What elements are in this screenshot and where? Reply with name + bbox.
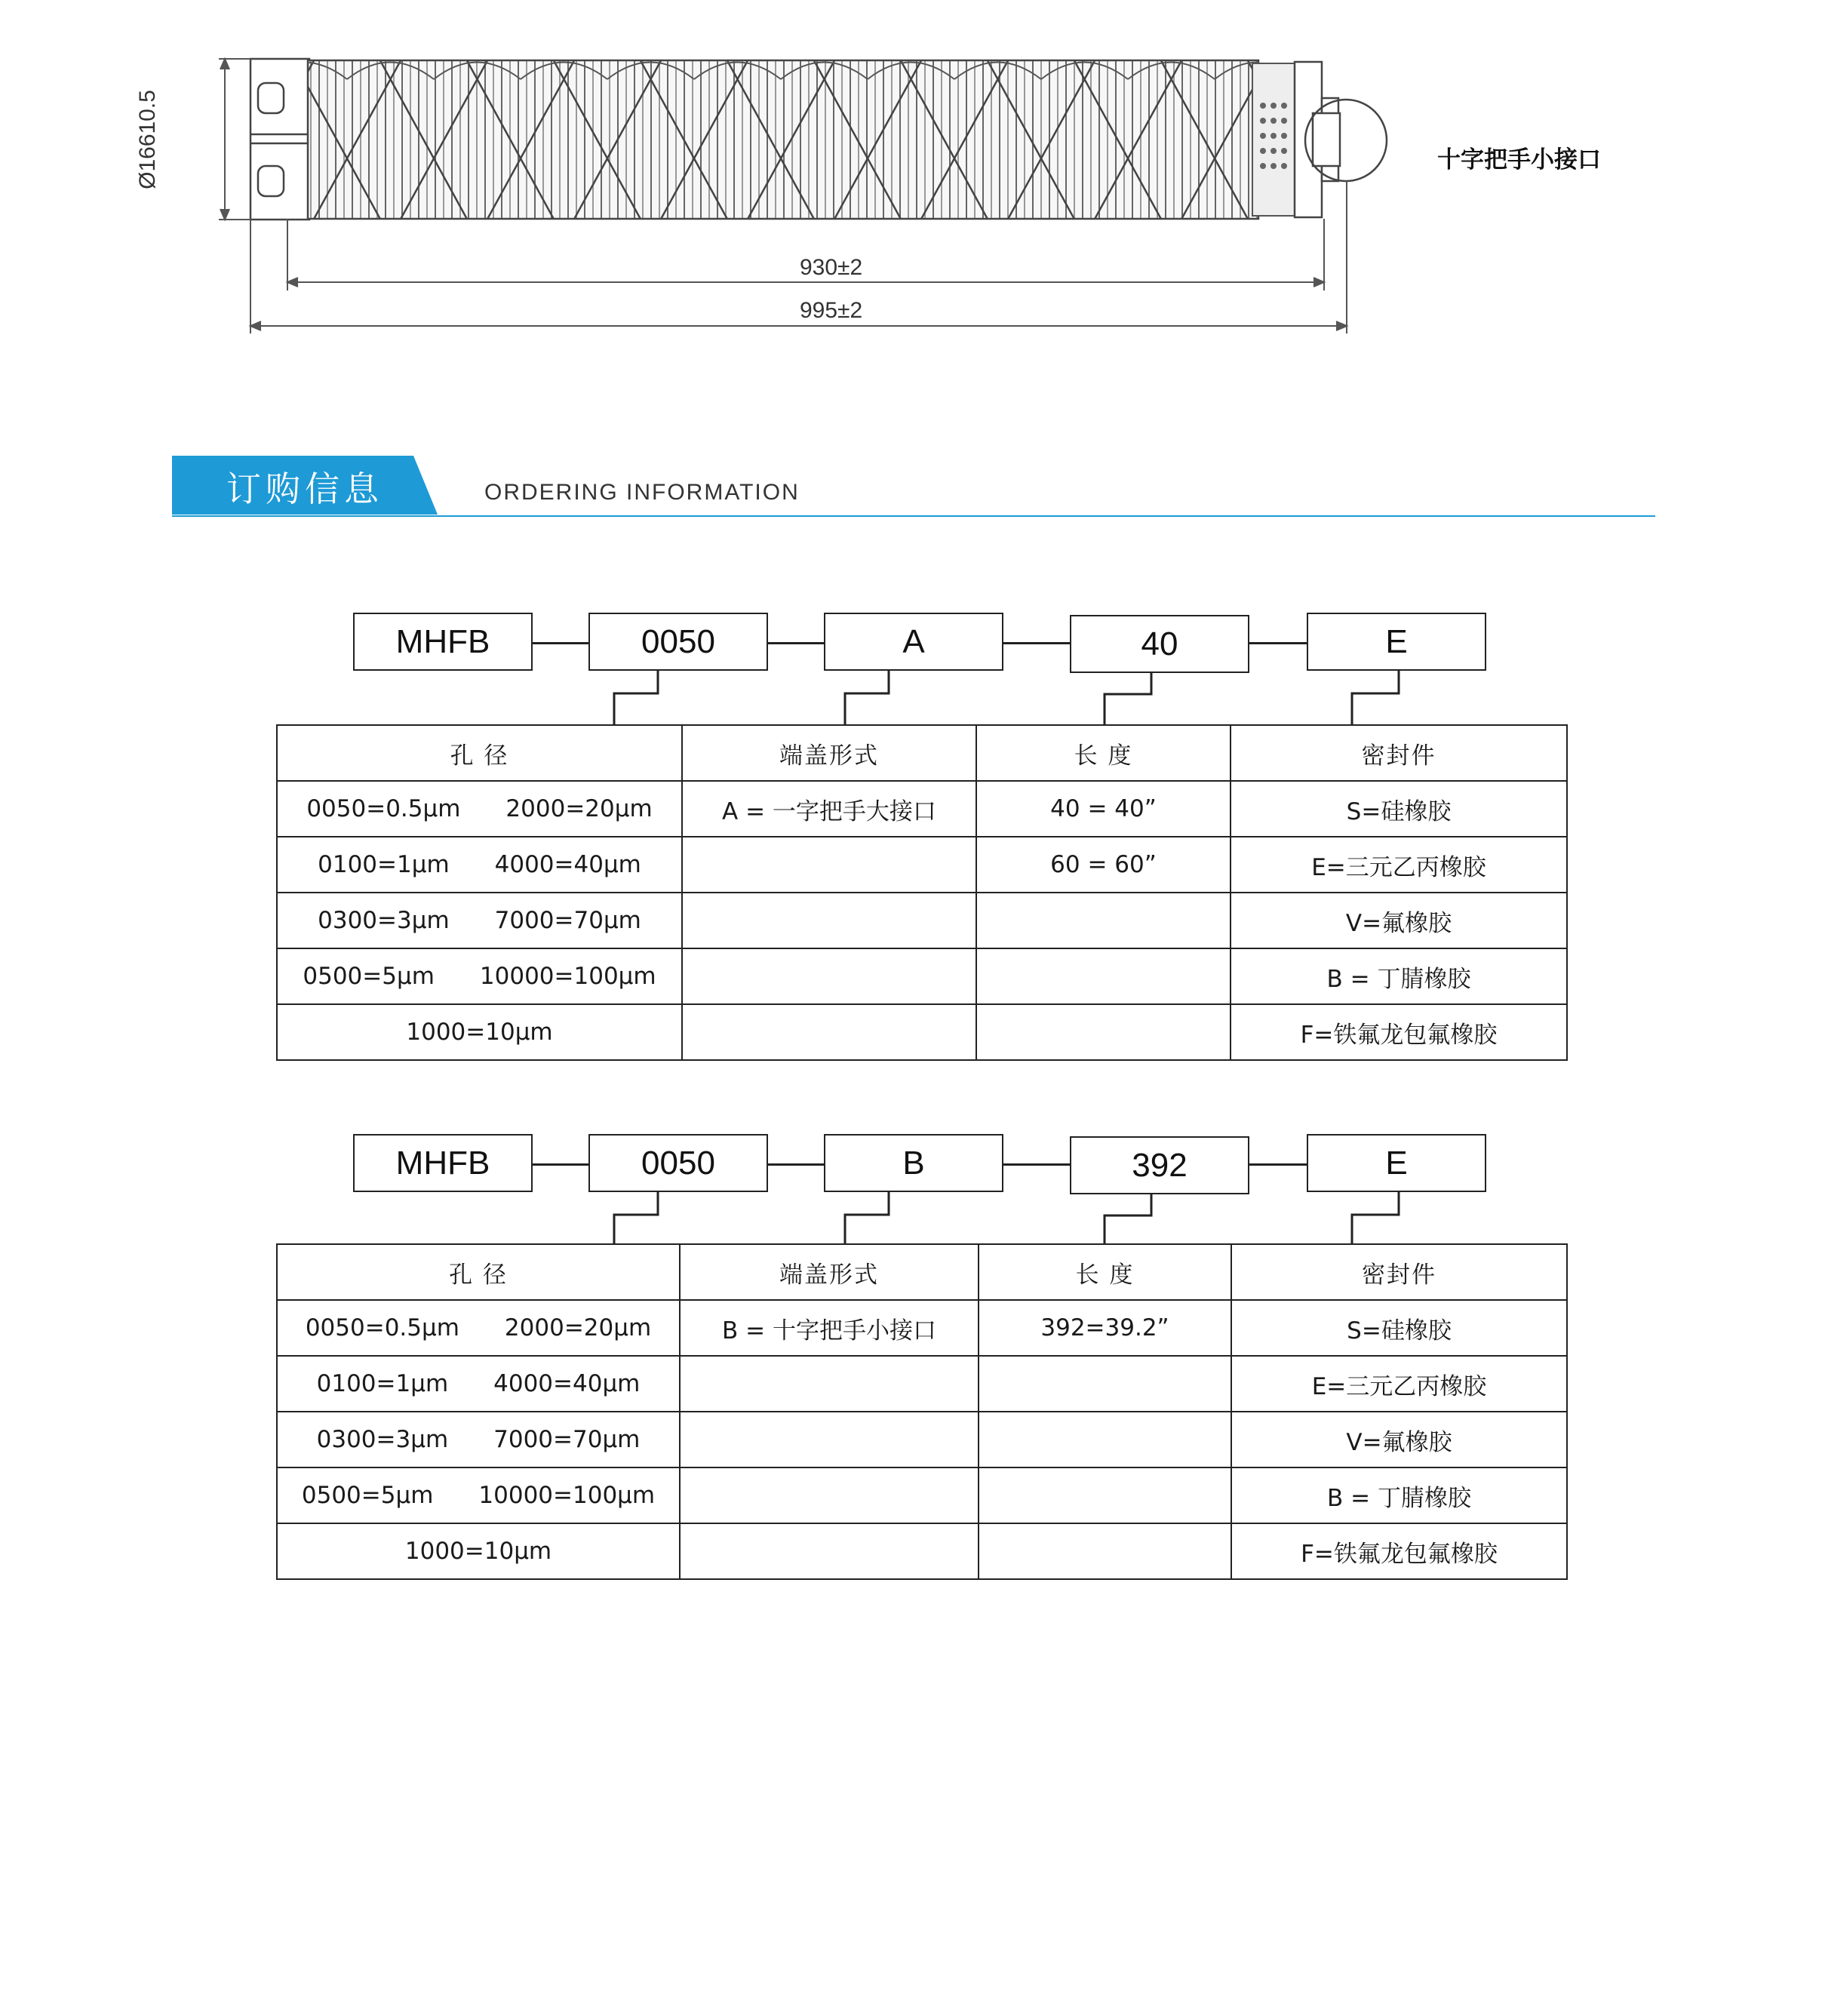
- seal-cell: F=铁氟龙包氟橡胶: [1231, 1523, 1567, 1579]
- inner-length-label: 930±2: [800, 255, 863, 280]
- pore-cell: 0300=3μm 7000=70μm: [277, 1412, 680, 1467]
- pore-cell: 0050=0.5μm 2000=20μm: [277, 1300, 680, 1356]
- length-cell: [979, 1412, 1231, 1467]
- option-table-2: [276, 1243, 1568, 1580]
- cap-cell: [680, 1523, 979, 1579]
- header-cap: 端盖形式: [680, 1244, 979, 1300]
- cap-cell: [682, 1004, 976, 1060]
- header-pore: 孔 径: [277, 1244, 680, 1300]
- right-end-cap: [1295, 62, 1387, 217]
- section-title-cn: 订购信息: [226, 469, 383, 509]
- code-box-pore: 0050: [588, 613, 768, 671]
- pore-cell: 0100=1μm 4000=40μm: [277, 837, 682, 893]
- code-connector: [1003, 1163, 1070, 1166]
- seal-cell: B = 丁腈橡胶: [1231, 948, 1567, 1004]
- seal-cell: F=铁氟龙包氟橡胶: [1231, 1004, 1567, 1060]
- length-cell: [979, 1356, 1231, 1412]
- table-row: [277, 893, 1567, 948]
- bracket-connector: [1098, 1194, 1159, 1245]
- bracket-connector: [1346, 1192, 1406, 1245]
- pore-cell: 0500=5μm 10000=100μm: [277, 1467, 680, 1523]
- code-box-series: MHFB: [353, 613, 533, 671]
- bracket-connector: [1346, 671, 1406, 725]
- code-connector: [768, 1163, 824, 1166]
- code-box-cap: A: [824, 613, 1003, 671]
- code-box-seal: E: [1307, 1134, 1486, 1192]
- table-row: [277, 1004, 1567, 1060]
- length-cell: [976, 1004, 1231, 1060]
- table-row: [277, 1356, 1567, 1412]
- header-cap: 端盖形式: [682, 725, 976, 781]
- section-title-en: ORDERING INFORMATION: [484, 480, 800, 505]
- header-length: 长 度: [976, 725, 1231, 781]
- cross-handle-callout: 十字把手小接口: [1437, 146, 1601, 174]
- pore-cell: 0500=5μm 10000=100μm: [277, 948, 682, 1004]
- cap-cell: [682, 837, 976, 893]
- table-row: [277, 781, 1567, 837]
- pore-cell: 0050=0.5μm 2000=20μm: [277, 781, 682, 837]
- diameter-label: Ø16610.5: [134, 90, 160, 189]
- bracket-connector: [839, 1192, 899, 1245]
- code-box-length: 392: [1070, 1136, 1249, 1194]
- code-connector: [1003, 642, 1070, 644]
- seal-cell: V=氟橡胶: [1231, 893, 1567, 948]
- pore-cell: 0100=1μm 4000=40μm: [277, 1356, 680, 1412]
- cap-cell: [682, 893, 976, 948]
- seal-cell: B = 丁腈橡胶: [1231, 1467, 1567, 1523]
- outer-length-label: 995±2: [800, 298, 863, 323]
- code-connector: [533, 642, 588, 644]
- left-end-cap: [250, 59, 309, 220]
- cap-cell: [682, 948, 976, 1004]
- cap-cell: [680, 1467, 979, 1523]
- seal-cell: V=氟橡胶: [1231, 1412, 1567, 1467]
- length-cell: 392=39.2”: [979, 1300, 1231, 1356]
- header-seal: 密封件: [1231, 725, 1567, 781]
- section-divider: [172, 515, 1655, 517]
- code-box-length: 40: [1070, 615, 1249, 673]
- cap-cell: A = 一字把手大接口: [682, 781, 976, 837]
- seal-cell: E=三元乙丙橡胶: [1231, 1356, 1567, 1412]
- seal-cell: S=硅橡胶: [1231, 1300, 1567, 1356]
- length-cell: [979, 1523, 1231, 1579]
- header-length: 长 度: [979, 1244, 1231, 1300]
- table-row: [277, 837, 1567, 893]
- code-box-series: MHFB: [353, 1134, 533, 1192]
- table-row: [277, 1523, 1567, 1579]
- seal-cell: E=三元乙丙橡胶: [1231, 837, 1567, 893]
- table-row: [277, 948, 1567, 1004]
- bracket-connector: [604, 1192, 664, 1245]
- table-row: [277, 1467, 1567, 1523]
- code-connector: [533, 1163, 588, 1166]
- filter-cartridge-drawing: [0, 0, 1822, 355]
- code-box-seal: E: [1307, 613, 1486, 671]
- cap-cell: B = 十字把手小接口: [680, 1300, 979, 1356]
- code-connector: [1249, 1163, 1307, 1166]
- code-connector: [1249, 642, 1307, 644]
- bracket-connector: [839, 671, 899, 725]
- length-cell: [976, 948, 1231, 1004]
- seal-cell: S=硅橡胶: [1231, 781, 1567, 837]
- code-connector: [768, 642, 824, 644]
- table-header-row: [277, 1244, 1567, 1300]
- length-cell: 60 = 60”: [976, 837, 1231, 893]
- pore-cell: 1000=10μm: [277, 1004, 682, 1060]
- pore-cell: 1000=10μm: [277, 1523, 680, 1579]
- length-cell: [979, 1467, 1231, 1523]
- bracket-connector: [1098, 673, 1159, 725]
- option-table-1: [276, 724, 1568, 1061]
- table-header-row: [277, 725, 1567, 781]
- length-cell: 40 = 40”: [976, 781, 1231, 837]
- header-pore: 孔 径: [277, 725, 682, 781]
- header-seal: 密封件: [1231, 1244, 1567, 1300]
- length-cell: [976, 893, 1231, 948]
- table-row: [277, 1412, 1567, 1467]
- code-box-pore: 0050: [588, 1134, 768, 1192]
- cap-cell: [680, 1356, 979, 1412]
- table-row: [277, 1300, 1567, 1356]
- bracket-connector: [604, 671, 664, 725]
- diameter-dimension: [219, 59, 250, 220]
- code-box-cap: B: [824, 1134, 1003, 1192]
- cap-cell: [680, 1412, 979, 1467]
- pore-cell: 0300=3μm 7000=70μm: [277, 893, 682, 948]
